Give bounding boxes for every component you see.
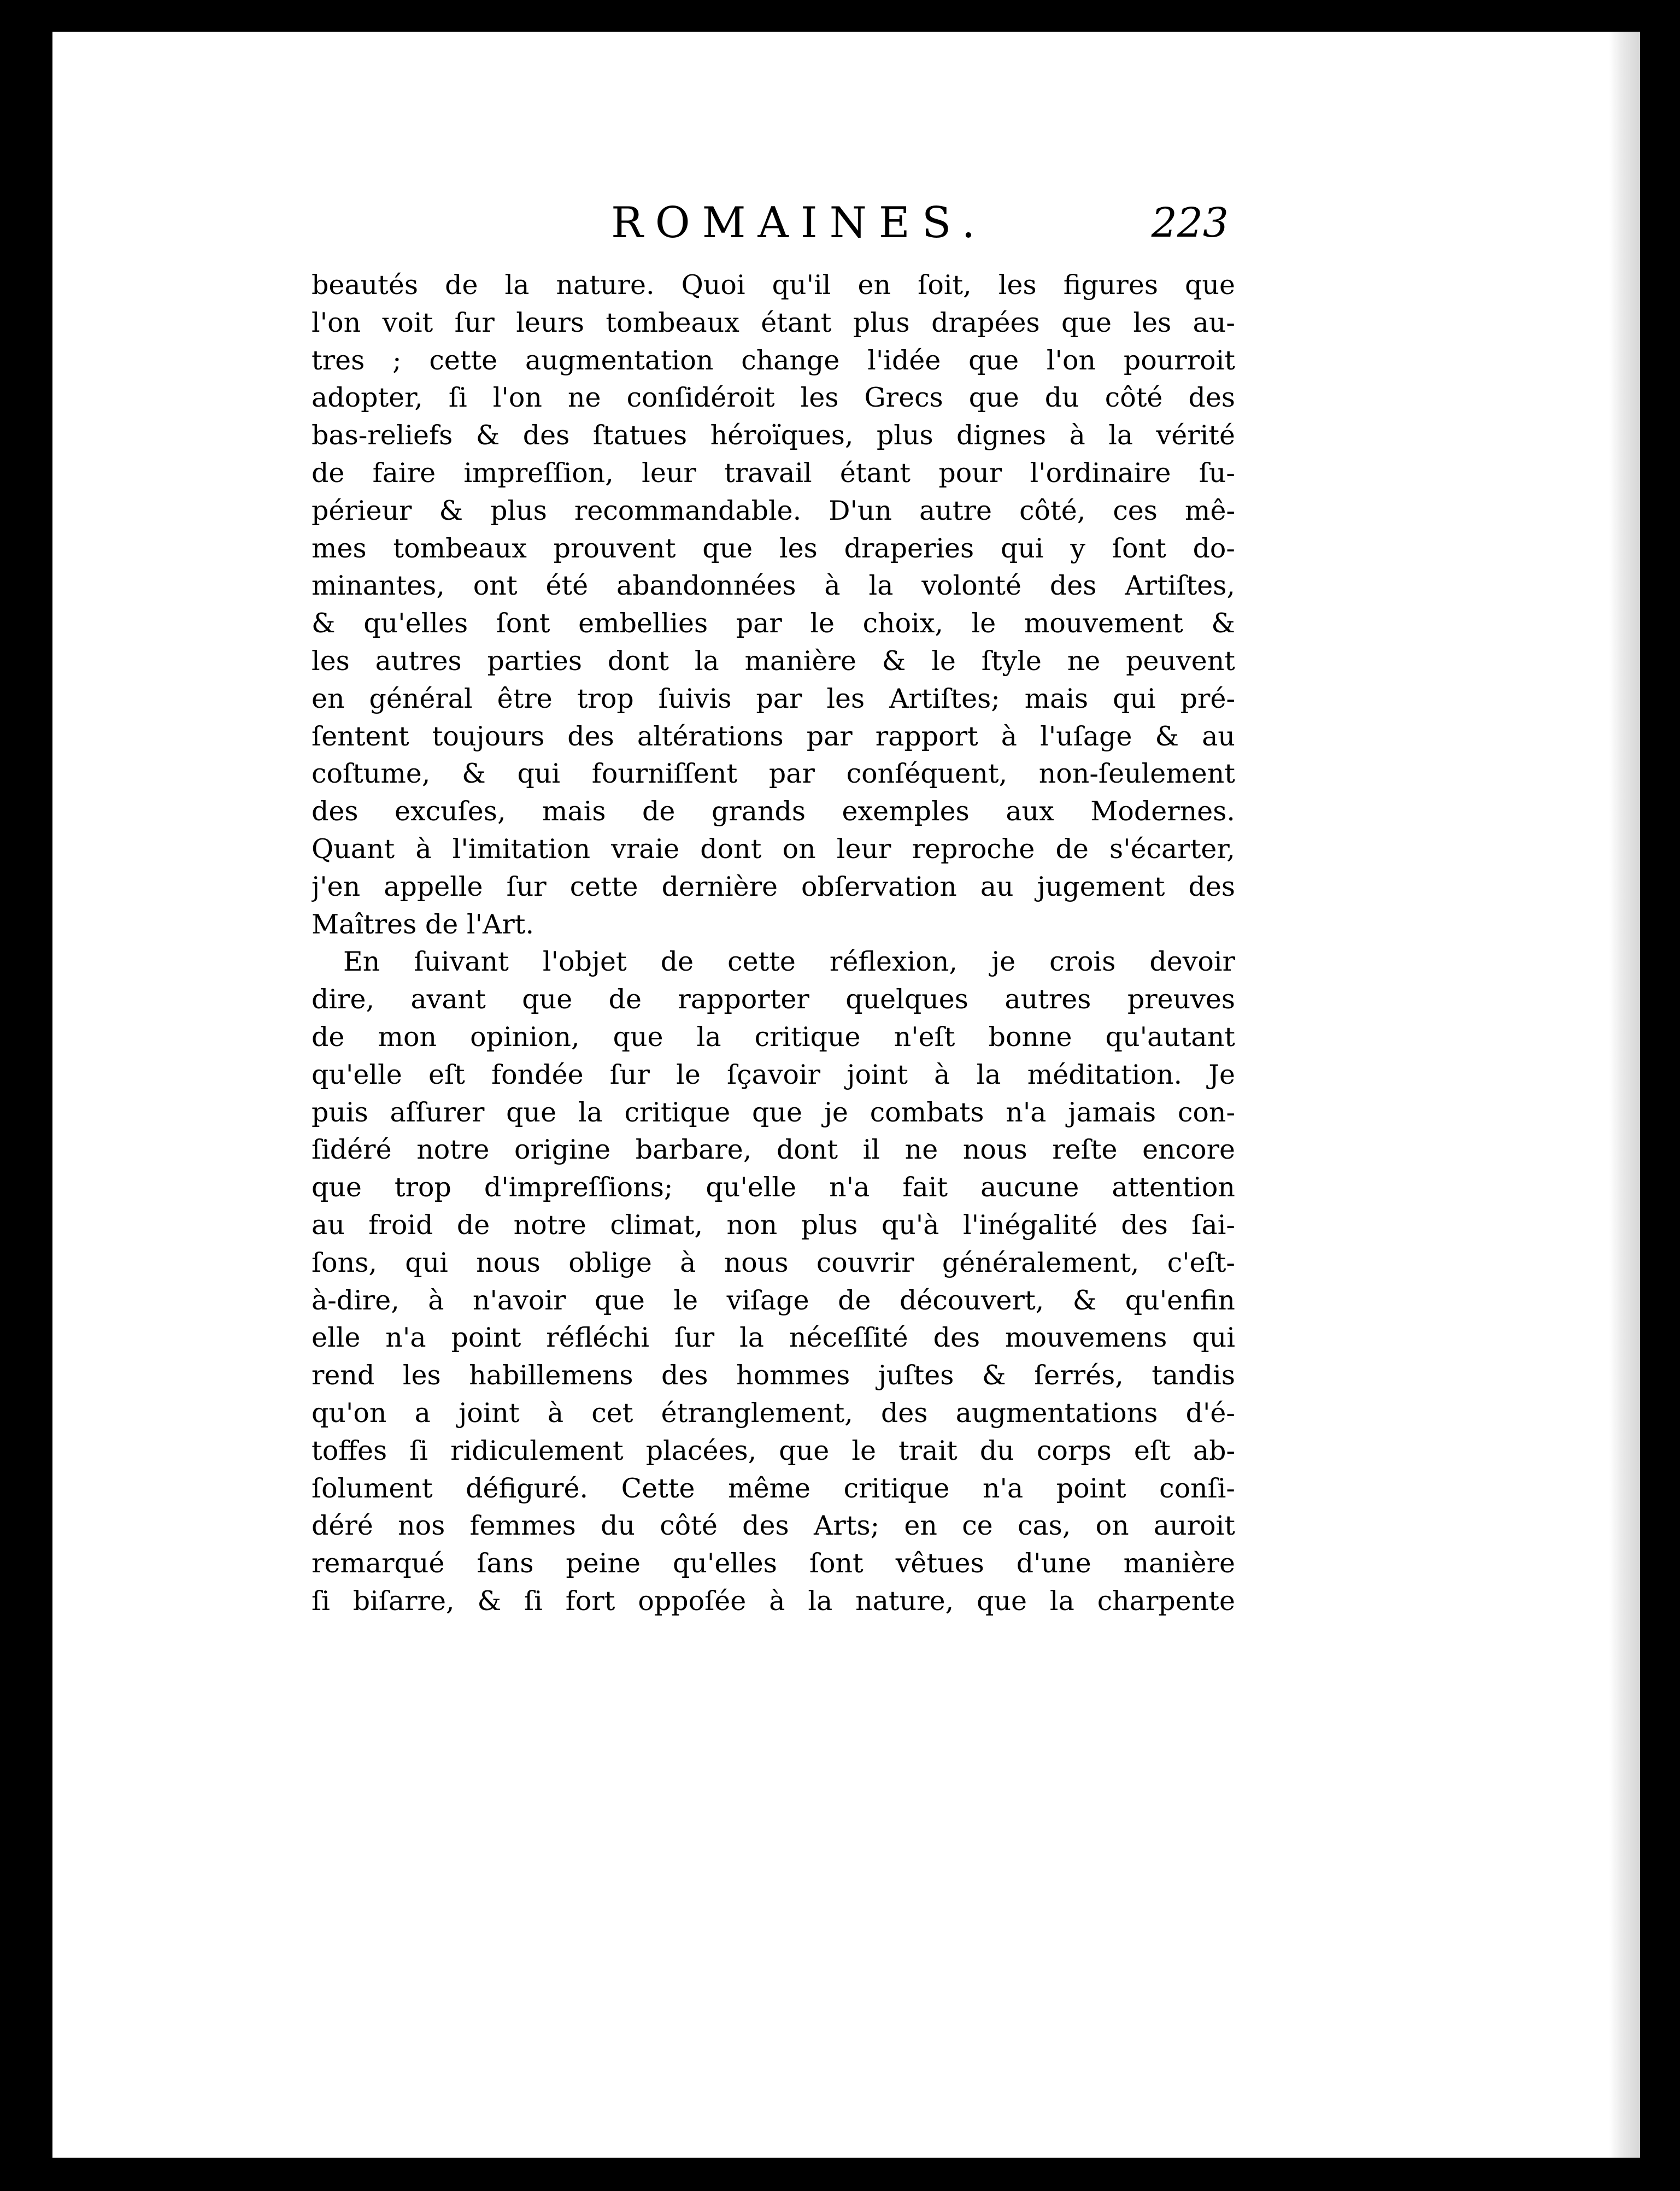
text-line: ſolument défiguré. Cette même critique n'a point conſi-	[312, 1472, 1235, 1504]
text-line: au froid de notre climat, non plus qu'à l'inégalité des ſai-	[312, 1209, 1235, 1241]
page-header	[611, 190, 1229, 256]
text-line: qu'on a joint à cet étranglement, des augmentations d'é-	[312, 1397, 1235, 1429]
text-line: en général être trop ſuivis par les Artiſtes; mais qui pré-	[312, 683, 1235, 714]
text-line: de mon opinion, que la critique n'eſt bonne qu'autant	[312, 1021, 1235, 1053]
page-number: 223	[1151, 199, 1229, 246]
text-line: coſtume, & qui fourniſſent par conſéquent, non-ſeulement	[312, 758, 1235, 790]
text-line: & qu'elles ſont embellies par le choix, le mouvement &	[312, 608, 1235, 639]
text-line: ſons, qui nous oblige à nous couvrir généralement, c'eſt-	[312, 1247, 1235, 1278]
text-line: que trop d'impreſſions; qu'elle n'a fait aucune attention	[312, 1172, 1235, 1203]
text-line: dire, avant que de rapporter quelques autres preuves	[312, 984, 1235, 1015]
text-line: l'on voit ſur leurs tombeaux étant plus drapées que les au-	[312, 307, 1235, 338]
text-line: ſentent toujours des altérations par rapport à l'uſage & au	[312, 720, 1235, 752]
text-line: ſidéré notre origine barbare, dont il ne nous reſte encore	[312, 1134, 1235, 1166]
text-line: toffes ſi ridiculement placées, que le trait du corps eſt ab-	[312, 1435, 1235, 1466]
text-line: Quant à l'imitation vraie dont on leur reproche de s'écarter,	[312, 833, 1235, 865]
text-line: mes tombeaux prouvent que les draperies qui y ſont do-	[312, 532, 1235, 564]
text-line: En ſuivant l'objet de cette réflexion, je crois devoir	[343, 946, 1235, 978]
text-line: remarqué ſans peine qu'elles ſont vêtues d'une manière	[312, 1548, 1235, 1579]
text-line: à-dire, à n'avoir que le viſage de découvert, & qu'enfin	[312, 1284, 1235, 1316]
text-line: déré nos femmes du côté des Arts; en ce cas, on auroit	[312, 1510, 1235, 1542]
text-line: j'en appelle ſur cette dernière obſervation au jugement des	[312, 871, 1235, 902]
book-page	[52, 32, 1640, 2158]
text-line: les autres parties dont la manière & le ſtyle ne peuvent	[312, 645, 1235, 677]
text-line: qu'elle eſt fondée ſur le ſçavoir joint à la méditation. Je	[312, 1059, 1235, 1090]
text-line: de faire impreſſion, leur travail étant pour l'ordinaire ſu-	[312, 457, 1235, 489]
text-line: des excuſes, mais de grands exemples aux Modernes.	[312, 796, 1235, 827]
text-line: minantes, ont été abandonnées à la volonté des Artiſtes,	[312, 570, 1235, 602]
body-text	[312, 267, 1235, 1620]
text-line: rend les habillemens des hommes juſtes & ſerrés, tandis	[312, 1360, 1235, 1391]
text-line: ſi biſarre, & ſi fort oppoſée à la nature, que la charpente	[312, 1585, 1235, 1617]
running-title: ROMAINES.	[611, 198, 988, 248]
text-line: elle n'a point réfléchi ſur la néceſſité des mouvemens qui	[312, 1322, 1235, 1354]
text-line: beautés de la nature. Quoi qu'il en ſoit, les figures que	[312, 269, 1235, 301]
text-line: bas-reliefs & des ſtatues héroïques, plus dignes à la vérité	[312, 420, 1235, 451]
text-line: périeur & plus recommandable. D'un autre côté, ces mê-	[312, 495, 1235, 526]
text-line: adopter, ſi l'on ne conſidéroit les Grecs que du côté des	[312, 382, 1235, 414]
text-line: Maîtres de l'Art.	[312, 908, 534, 940]
text-line: puis aſſurer que la critique que je combats n'a jamais con-	[312, 1096, 1235, 1128]
text-line: tres ; cette augmentation change l'idée que l'on pourroit	[312, 344, 1235, 376]
